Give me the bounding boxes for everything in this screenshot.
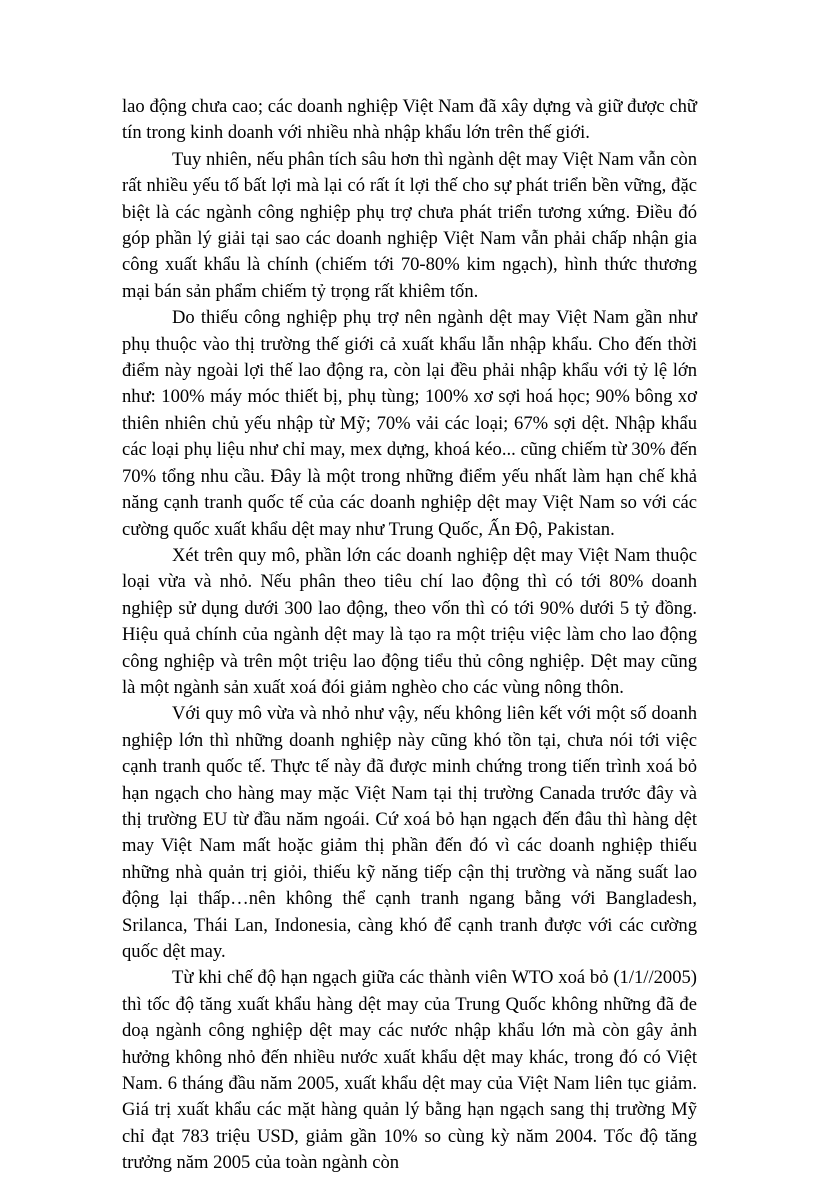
paragraph-3: Do thiếu công nghiệp phụ trợ nên ngành dệt may Việt Nam gần như phụ thuộc vào thị trường thế giới cả xuất khẩu lẫn nhập khẩu. Cho đến thời điểm này ngoài lợi thế lao động ra, còn lại đều phải nhập khẩu với tỷ lệ lớn như: 100% máy móc thiết bị, phụ tùng; 100% xơ sợi hoá học; 90% bông xơ thiên nhiên chủ yếu nhập từ Mỹ; 70% vải các loại; 67% sợi dệt. Nhập khẩu các loại phụ liệu như chỉ may, mex dựng, khoá kéo... cũng chiếm từ 30% đến 70% tổng nhu cầu. Đây là một trong những điểm yếu nhất làm hạn chế khả năng cạnh tranh quốc tế của các doanh nghiệp dệt may Việt Nam so với các cường quốc xuất khẩu dệt may như Trung Quốc, Ấn Độ, Pakistan. bbox=[122, 307, 697, 540]
document-page bbox=[122, 94, 697, 1177]
paragraph-2: Tuy nhiên, nếu phân tích sâu hơn thì ngành dệt may Việt Nam vẫn còn rất nhiều yếu tố bất lợi mà lại có rất ít lợi thế cho sự phát triển bền vững, đặc biệt là các ngành công nghiệp phụ trợ chưa phát triển tương xứng. Điều đó góp phần lý giải tại sao các doanh nghiệp Việt Nam vẫn phải chấp nhận gia công xuất khẩu là chính (chiếm tới 70-80% kim ngạch), hình thức thương mại bán sản phẩm chiếm tỷ trọng rất khiêm tốn. bbox=[122, 148, 697, 302]
paragraph-4: Xét trên quy mô, phần lớn các doanh nghiệp dệt may Việt Nam thuộc loại vừa và nhỏ. Nếu phân theo tiêu chí lao động thì có tới 80% doanh nghiệp sử dụng dưới 300 lao động, theo vốn thì có tới 90% dưới 5 tỷ đồng. Hiệu quả chính của ngành dệt may là tạo ra một triệu việc làm cho lao động công nghiệp và trên một triệu lao động tiểu thủ công nghiệp. Dệt may cũng là một ngành sản xuất xoá đói giảm nghèo cho các vùng nông thôn. bbox=[122, 544, 697, 698]
paragraph-5: Với quy mô vừa và nhỏ như vậy, nếu không liên kết với một số doanh nghiệp lớn thì những doanh nghiệp này cũng khó tồn tại, chưa nói tới việc cạnh tranh quốc tế. Thực tế này đã được minh chứng trong tiến trình xoá bỏ hạn ngạch cho hàng may mặc Việt Nam tại thị trường Canada trước đây và thị trường EU từ đầu năm ngoái. Cứ xoá bỏ hạn ngạch đến đâu thì hàng dệt may Việt Nam mất hoặc giảm thị phần đến đó vì các doanh nghiệp thiếu những nhà quản trị giỏi, thiếu kỹ năng tiếp cận thị trường và năng suất lao động lại thấp…nên không thể cạnh tranh ngang bằng với Bangladesh, Srilanca, Thái Lan, Indonesia, càng khó để cạnh tranh được với các cường quốc dệt may. bbox=[122, 703, 697, 962]
paragraph-1: lao động chưa cao; các doanh nghiệp Việt Nam đã xây dựng và giữ được chữ tín trong kinh doanh với nhiều nhà nhập khẩu lớn trên thế giới. bbox=[122, 96, 697, 144]
paragraph-6: Từ khi chế độ hạn ngạch giữa các thành viên WTO xoá bỏ (1/1//2005) thì tốc độ tăng xuất khẩu hàng dệt may của Trung Quốc không những đã đe doạ ngành công nghiệp dệt may các nước nhập khẩu lớn mà còn gây ảnh hưởng không nhỏ đến nhiều nước xuất khẩu dệt may khác, trong đó có Việt Nam. 6 tháng đầu năm 2005, xuất khẩu dệt may của Việt Nam liên tục giảm. Giá trị xuất khẩu các mặt hàng quản lý bằng hạn ngạch sang thị trường Mỹ chỉ đạt 783 triệu USD, giảm gần 10% so cùng kỳ năm 2004. Tốc độ tăng trưởng năm 2005 của toàn ngành còn bbox=[122, 967, 697, 1174]
